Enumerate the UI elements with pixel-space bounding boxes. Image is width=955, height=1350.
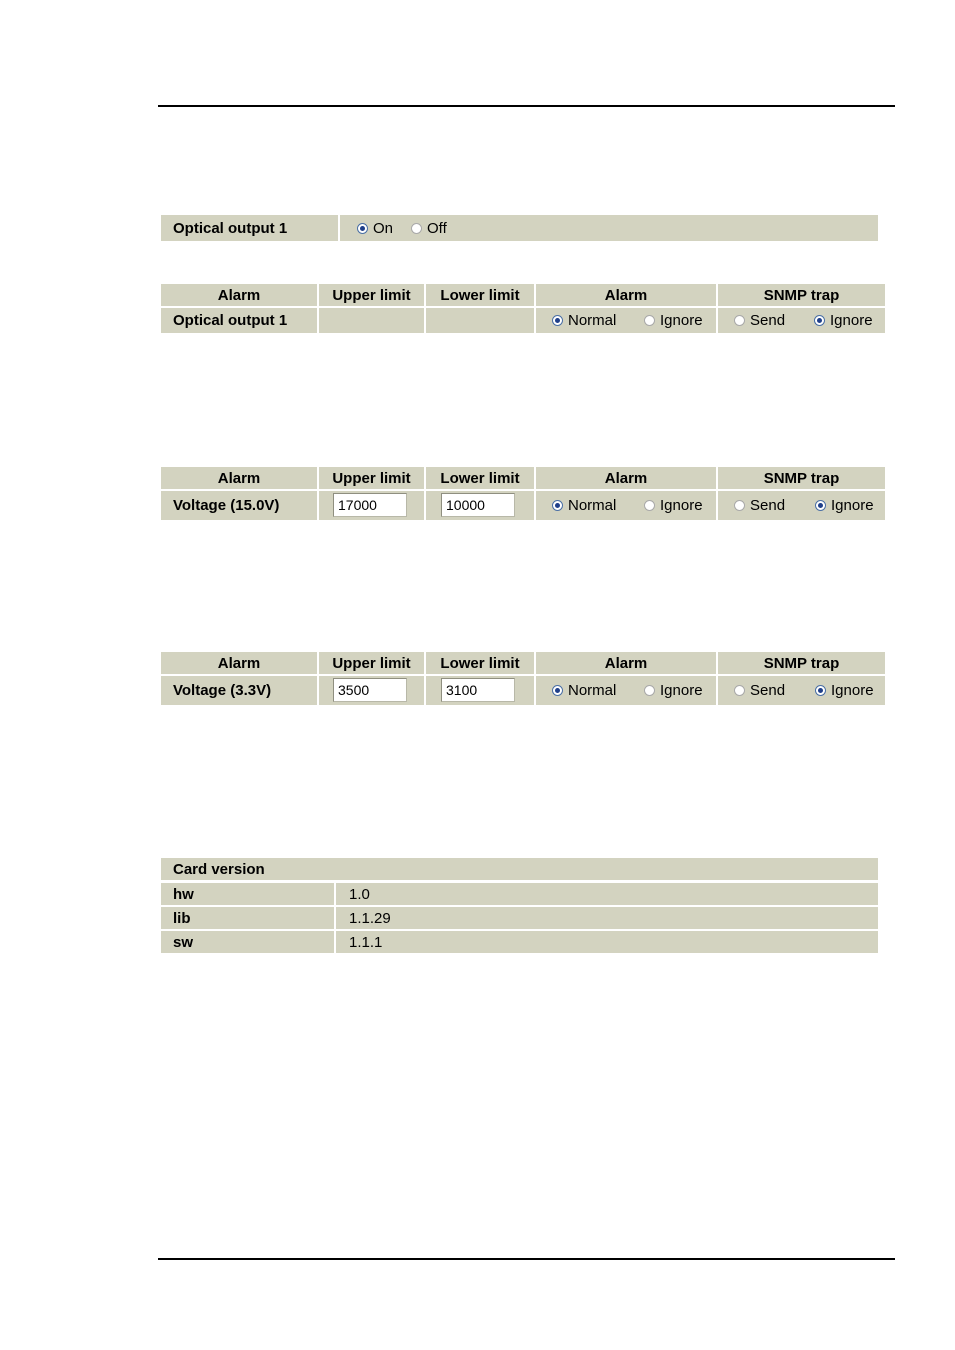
alarm-ignore-radio-icon[interactable] [644,500,655,511]
table-header-alarm: Alarm [161,652,317,674]
output-on-radio-icon[interactable] [357,223,368,234]
table-header-alarm: Alarm [161,467,317,489]
card-version-key-lib: lib [161,907,334,929]
alarm-normal-radio-icon[interactable] [552,315,563,326]
snmp-send-label: Send [750,497,786,514]
header-rule [158,105,895,107]
output-switch-label: Optical output 1 [161,215,338,241]
alarm-normal-option[interactable] [552,497,616,514]
table-header-snmp-trap: SNMP trap [718,652,885,674]
table-header-alarm-mode: Alarm [536,652,716,674]
snmp-ignore-label: Ignore [830,312,873,329]
snmp-send-option[interactable] [734,682,785,699]
upper-limit-cell [319,491,424,520]
table-header-alarm: Alarm [161,284,317,306]
alarm-ignore-radio-icon[interactable] [644,685,655,696]
table-header-snmp-trap: SNMP trap [718,467,885,489]
alarm-ignore-option[interactable] [644,497,703,514]
card-version-value-lib: 1.1.29 [336,907,878,929]
snmp-trap-cell [718,308,885,333]
table-header-lower-limit: Lower limit [426,467,534,489]
upper-limit-cell [319,676,424,705]
snmp-trap-cell [718,491,885,520]
table-header-alarm-mode: Alarm [536,467,716,489]
card-version-value-hw: 1.0 [336,883,878,905]
card-version-key-hw: hw [161,883,334,905]
alarm-ignore-radio-icon[interactable] [644,315,655,326]
output-off-radio-icon[interactable] [411,223,422,234]
output-off-option[interactable] [411,220,447,237]
snmp-ignore-option[interactable] [814,312,873,329]
snmp-ignore-option[interactable] [815,497,874,514]
table-header-snmp-trap: SNMP trap [718,284,885,306]
alarm-ignore-option[interactable] [644,312,703,329]
snmp-send-label: Send [750,312,786,329]
snmp-ignore-radio-icon[interactable] [815,500,826,511]
snmp-ignore-option[interactable] [815,682,874,699]
row-label-optical-output: Optical output 1 [161,308,317,333]
alarm-mode-cell [536,676,716,705]
lower-limit-input[interactable] [441,493,515,517]
alarm-ignore-label: Ignore [660,312,703,329]
snmp-trap-cell [718,676,885,705]
output-on-option[interactable] [357,220,393,237]
snmp-send-radio-icon[interactable] [734,315,745,326]
table-header-upper-limit: Upper limit [319,467,424,489]
footer-rule [158,1258,895,1260]
snmp-send-option[interactable] [734,312,785,329]
alarm-ignore-option[interactable] [644,682,703,699]
table-header-upper-limit: Upper limit [319,284,424,306]
upper-limit-input[interactable] [333,493,407,517]
lower-limit-cell [426,308,534,333]
output-off-label: Off [427,219,447,237]
alarm-ignore-label: Ignore [660,682,703,699]
alarm-normal-option[interactable] [552,682,616,699]
snmp-send-label: Send [750,682,786,699]
lower-limit-cell [426,491,534,520]
alarm-normal-label: Normal [568,312,617,329]
row-label-voltage-3v3: Voltage (3.3V) [161,676,317,705]
upper-limit-input[interactable] [333,678,407,702]
alarm-normal-radio-icon[interactable] [552,500,563,511]
table-header-lower-limit: Lower limit [426,284,534,306]
alarm-normal-label: Normal [568,497,617,514]
snmp-send-radio-icon[interactable] [734,500,745,511]
alarm-normal-label: Normal [568,682,617,699]
card-version-key-sw: sw [161,931,334,953]
alarm-mode-cell [536,491,716,520]
alarm-normal-option[interactable] [552,312,616,329]
card-version-title: Card version [161,858,878,880]
snmp-ignore-radio-icon[interactable] [814,315,825,326]
row-label-voltage-15v: Voltage (15.0V) [161,491,317,520]
snmp-send-radio-icon[interactable] [734,685,745,696]
snmp-ignore-label: Ignore [831,682,874,699]
table-header-lower-limit: Lower limit [426,652,534,674]
upper-limit-cell [319,308,424,333]
lower-limit-cell [426,676,534,705]
table-header-upper-limit: Upper limit [319,652,424,674]
output-switch-options [340,215,878,241]
table-header-alarm-mode: Alarm [536,284,716,306]
lower-limit-input[interactable] [441,678,515,702]
output-on-label: On [373,219,394,237]
snmp-ignore-label: Ignore [831,497,874,514]
snmp-ignore-radio-icon[interactable] [815,685,826,696]
alarm-ignore-label: Ignore [660,497,703,514]
alarm-normal-radio-icon[interactable] [552,685,563,696]
card-version-value-sw: 1.1.1 [336,931,878,953]
alarm-mode-cell [536,308,716,333]
snmp-send-option[interactable] [734,497,785,514]
